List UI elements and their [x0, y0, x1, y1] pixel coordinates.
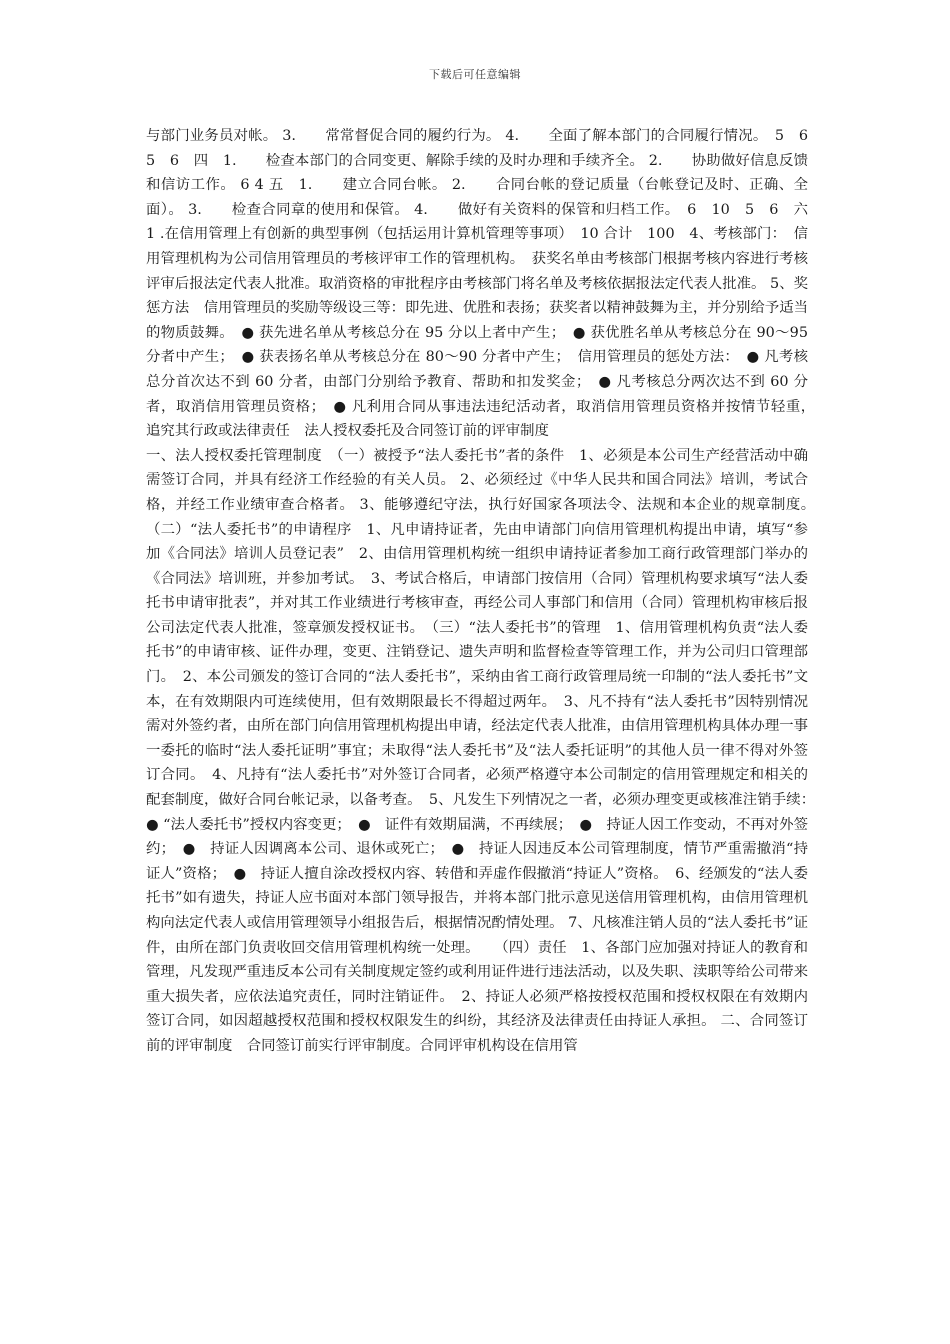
- paragraph-authorization-and-review: 一、法人授权委托管理制度 （一）被授予“法人委托书”者的条件 1、必须是本公司生产经营活动中确需签订合同，并具有经济工作经验的有关人员。 2、必须经过《中华人民共和国合同法》培训，考试合格，并经工作业绩审查合格者。 3、能够遵纪守法，执行好国家各项法令、法规和本企业的规章制度。 （二）“法人委托书”的申请程序 1、凡申请持证者，先由申请部门向信用管理机构提出申请，填写“参加《合同法》培训人员登记表” 2、由信用管理机构统一组织申请持证者参加工商行政管理部门举办的《合同法》培训班，并参加考试。 3、考试合格后，申请部门按信用（合同）管理机构要求填写“法人委托书申请审批表”，并对其工作业绩进行考核审查，再经公司人事部门和信用（合同）管理机构审核后报公司法定代表人批准，签章颁发授权证书。 （三）“法人委托书”的管理 1、信用管理机构负责“法人委托书”的申请审核、证件办理，变更、注销登记、遗失声明和监督检查等管理工作，并为公司归口管理部门。 2、本公司颁发的签订合同的“法人委托书”，采纳由省工商行政管理局统一印制的“法人委托书”文本，在有效期限内可连续使用，但有效期限最长不得超过两年。 3、凡不持有“法人委托书”因特别情况需对外签约者，由所在部门向信用管理机构提出申请，经法定代表人批准，由信用管理机构具体办理一事一委托的临时“法人委托证明”事宜；未取得“法人委托书”及“法人委托证明”的其他人员一律不得对外签订合同。 4、凡持有“法人委托书”对外签订合同者，必须严格遵守本公司制定的信用管理规定和相关的配套制度，做好合同台帐记录，以备考查。 5、凡发生下列情况之一者，必须办理变更或核准注销手续： ● “法人委托书”授权内容变更； ● 证件有效期届满，不再续展； ● 持证人因工作变动，不再对外签约； ● 持证人因调离本公司、退休或死亡； ● 持证人因违反本公司管理制度，情节严重需撤消“持证人”资格； ● 持证人擅自涂改授权内容、转借和弄虚作假撤消“持证人”资格。 6、经颁发的“法人委托书”如有遗失，持证人应书面对本部门领导报告，并将本部门批示意见送信用管理机构，由信用管理机构向法定代表人或信用管理领导小组报告后，根据情况酌情处理。 7、凡核准注销人员的“法人委托书”证件，由所在部门负责收回交信用管理机构统一处理。 （四）责任 1、各部门应加强对持证人的教育和管理，凡发现严重违反本公司有关制度规定签约或利用证件进行违法活动，以及失职、渎职等给公司带来重大损失者，应依法追究责任，同时注销证件。 2、持证人必须严格按授权范围和授权权限在有效期内签订合同，如因超越授权范围和授权权限发生的纠纷，其经济及法律责任由持证人承担。 二、合同签订前的评审制度 合同签订前实行评审制度。合同评审机构设在信用管: [146, 447, 823, 1054]
- page-header: 下载后可任意编辑: [429, 68, 521, 81]
- paragraph-credit-manager-assessment: 与部门业务员对帐。 3. 常常督促合同的履约行为。 4. 全面了解本部门的合同履行情况。 5 6 5 6 四 1. 检查本部门的合同变更、解除手续的及时办理和手续齐全。 2. 协助做好信息反馈和信访工作。 6 4 五 1. 建立合同台帐。 2. 合同台帐的登记质量（台帐登记及时、正确、全面）。 3. 检查合同章的使用和保管。 4. 做好有关资料的保管和归档工作。 6 10 5 6 六 1 .在信用管理上有创新的典型事例（包括运用计算机管理等事项） 10 合计 100 4、考核部门： 信用管理机构为公司信用管理员的考核评审工作的管理机构。 获奖名单由考核部门根据考核内容进行考核评审后报法定代表人批准。取消资格的审批程序由考核部门将名单及考核依据报法定代表人批准。 5、奖惩方法 信用管理员的奖励等级设三等：即先进、优胜和表扬；获奖者以精神鼓舞为主，并分别给予适当的物质鼓舞。 ● 获先进名单从考核总分在 95 分以上者中产生； ● 获优胜名单从考核总分在 90～95 分者中产生； ● 获表扬名单从考核总分在 80～90 分者中产生； 信用管理员的惩处方法： ● 凡考核总分首次达不到 60 分者，由部门分别给予教育、帮助和扣发奖金； ● 凡考核总分两次达不到 60 分者，取消信用管理员资格； ● 凡利用合同从事违法违纪活动者，取消信用管理员资格并按情节轻重， 追究其行政或法律责任 法人授权委托及合同签订前的评审制度: [146, 128, 823, 440]
- document-body: [146, 124, 823, 1059]
